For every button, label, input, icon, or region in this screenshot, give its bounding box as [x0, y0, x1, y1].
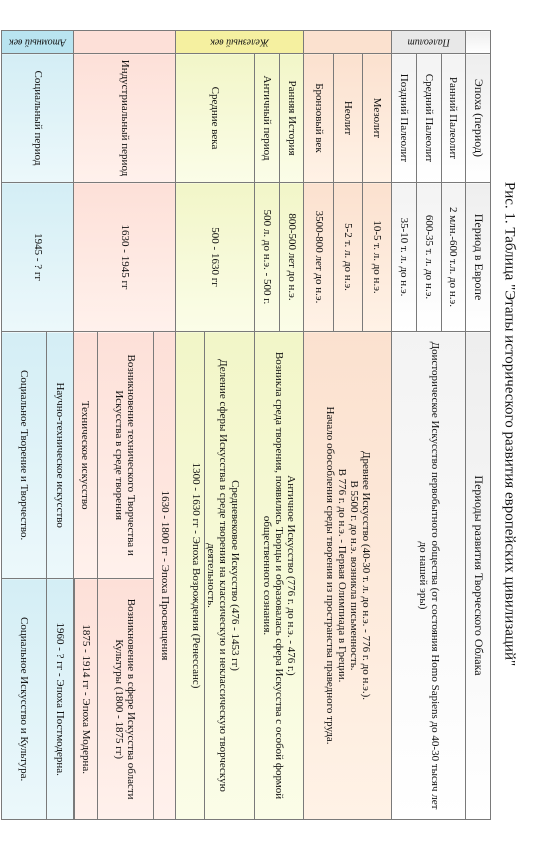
period-cell: 3500-800 лет до н.э. — [304, 183, 333, 332]
stage-medieval — [176, 332, 255, 820]
table-row — [153, 31, 175, 820]
header-epoch: Эпоха (период) — [466, 54, 491, 183]
group-spacer — [304, 31, 392, 54]
rotated-table-container — [1, 30, 491, 820]
table-row — [362, 31, 391, 820]
stage-postmodern: 1960 - ? гг - Эпоха Постмодерна. — [47, 579, 74, 820]
stage-ancient-line3: В 776 г. до н.э. - Первая Олимпиада в Греции. — [335, 468, 348, 683]
epoch-cell: Социальный период — [2, 54, 74, 183]
period-cell: 500 л. до н.э. - 500 г. — [255, 183, 280, 332]
stage-tech-creativity: Возникновение технического Творчества и Искусства в среде творения — [97, 332, 153, 579]
stage-prehistory: Доисторическое Искусство первобытного общества (от состояния Homo Sapiens до 40-30 тысяч лет до нашей эры) — [392, 332, 466, 820]
table-row — [176, 31, 255, 820]
epoch-cell: Мезолит — [362, 54, 391, 183]
stage-ancient-line4: Начало обособления среды творения из пространства праведного труда. — [323, 406, 336, 745]
stage-social-creativity: Социальное Творение и Творчество. — [2, 332, 47, 579]
group-atomic-age: Атомный век — [2, 31, 74, 54]
figure-caption-area — [482, 20, 536, 827]
period-cell: 1945 - ? гг — [2, 183, 74, 332]
epoch-cell: Ранний Палеолит — [441, 54, 466, 183]
figure-caption: Рис. 1. Таблица "Этапы исторического развития европейских цивилизаций" — [501, 181, 518, 667]
stage-renaissance: 1300 - 1630 гг - Эпоха Возрождения (Ренессанс) — [190, 332, 205, 819]
period-cell: 2 млн.-600 т.л. до н.э. — [441, 183, 466, 332]
group-iron-age: Железный век — [176, 31, 304, 54]
period-cell: 500 - 1630 гг — [176, 183, 255, 332]
period-cell: 600-35 т. л. до н.э. — [416, 183, 441, 332]
epoch-cell: Средний Палеолит — [416, 54, 441, 183]
table-row — [279, 31, 304, 820]
period-cell: 10-5 т. л. до н.э. — [362, 183, 391, 332]
stage-ancient-line2: В 5500 г. до н.э. возникла письменность. — [347, 480, 360, 671]
table-row — [441, 31, 466, 820]
stage-modern-spacer — [74, 579, 75, 820]
stage-medieval-line2: Деление сферы Искусства в среде творения на классическую и неклассическую творческую деятельность. — [204, 359, 229, 792]
stage-ancient — [304, 332, 392, 820]
epoch-cell: Индустриальный период — [74, 54, 176, 183]
stage-culture: Возникновение в сфере Искусства области Культуры (1800 - 1875 гг) — [97, 579, 153, 820]
period-cell: 1630 - 1945 гг — [74, 183, 176, 332]
stage-antique-line1: Античное Искусство (776 г. до н.э. - 476 г.) — [285, 475, 298, 676]
group-paleolithic: Палеолит — [392, 31, 466, 54]
table-row — [47, 31, 74, 820]
stage-tech-art: Техническое искусство — [74, 332, 98, 579]
stage-sci-tech-art: Научно-техническое искусство — [47, 332, 74, 579]
header-stages: Периоды развития Творческого Облака — [466, 332, 491, 820]
group-spacer — [74, 31, 176, 54]
period-cell: 800-500 лет до н.э. — [279, 183, 304, 332]
period-cell: 5-2 т. л. до н.э. — [333, 183, 362, 332]
stage-antique — [255, 332, 304, 820]
civilization-table — [1, 30, 491, 820]
stage-modern: 1875 - 1914 гг - Эпоха Модерна. — [75, 579, 97, 820]
stage-social-art: Социальное Искусство и Культура. — [2, 579, 47, 820]
stage-enlightenment: 1630 - 1800 гг - Эпоха Просвещения — [153, 332, 175, 820]
epoch-cell: Бронзовый век — [304, 54, 333, 183]
stage-ancient-line1: Древнее Искусство (40-30 т. л. до н.э. - 776 г. до н.э.). — [359, 451, 372, 700]
epoch-cell: Средние века — [176, 54, 255, 183]
epoch-cell: Античный период — [255, 54, 280, 183]
epoch-cell: Поздний Палеолит — [392, 54, 417, 183]
header-period: Период в Европе — [466, 183, 491, 332]
stage-medieval-line1: Средневековое Искусство (476 - 1453 гг) — [228, 480, 241, 671]
epoch-cell: Ранняя История — [279, 54, 304, 183]
epoch-cell: Неолит — [333, 54, 362, 183]
period-cell: 35-10 т. л. до н.э. — [392, 183, 417, 332]
stage-antique-line2: Возникла среда творения, появились Творцы и образовалась сфера Искусства с особой формой общественного сознания. — [261, 351, 286, 800]
